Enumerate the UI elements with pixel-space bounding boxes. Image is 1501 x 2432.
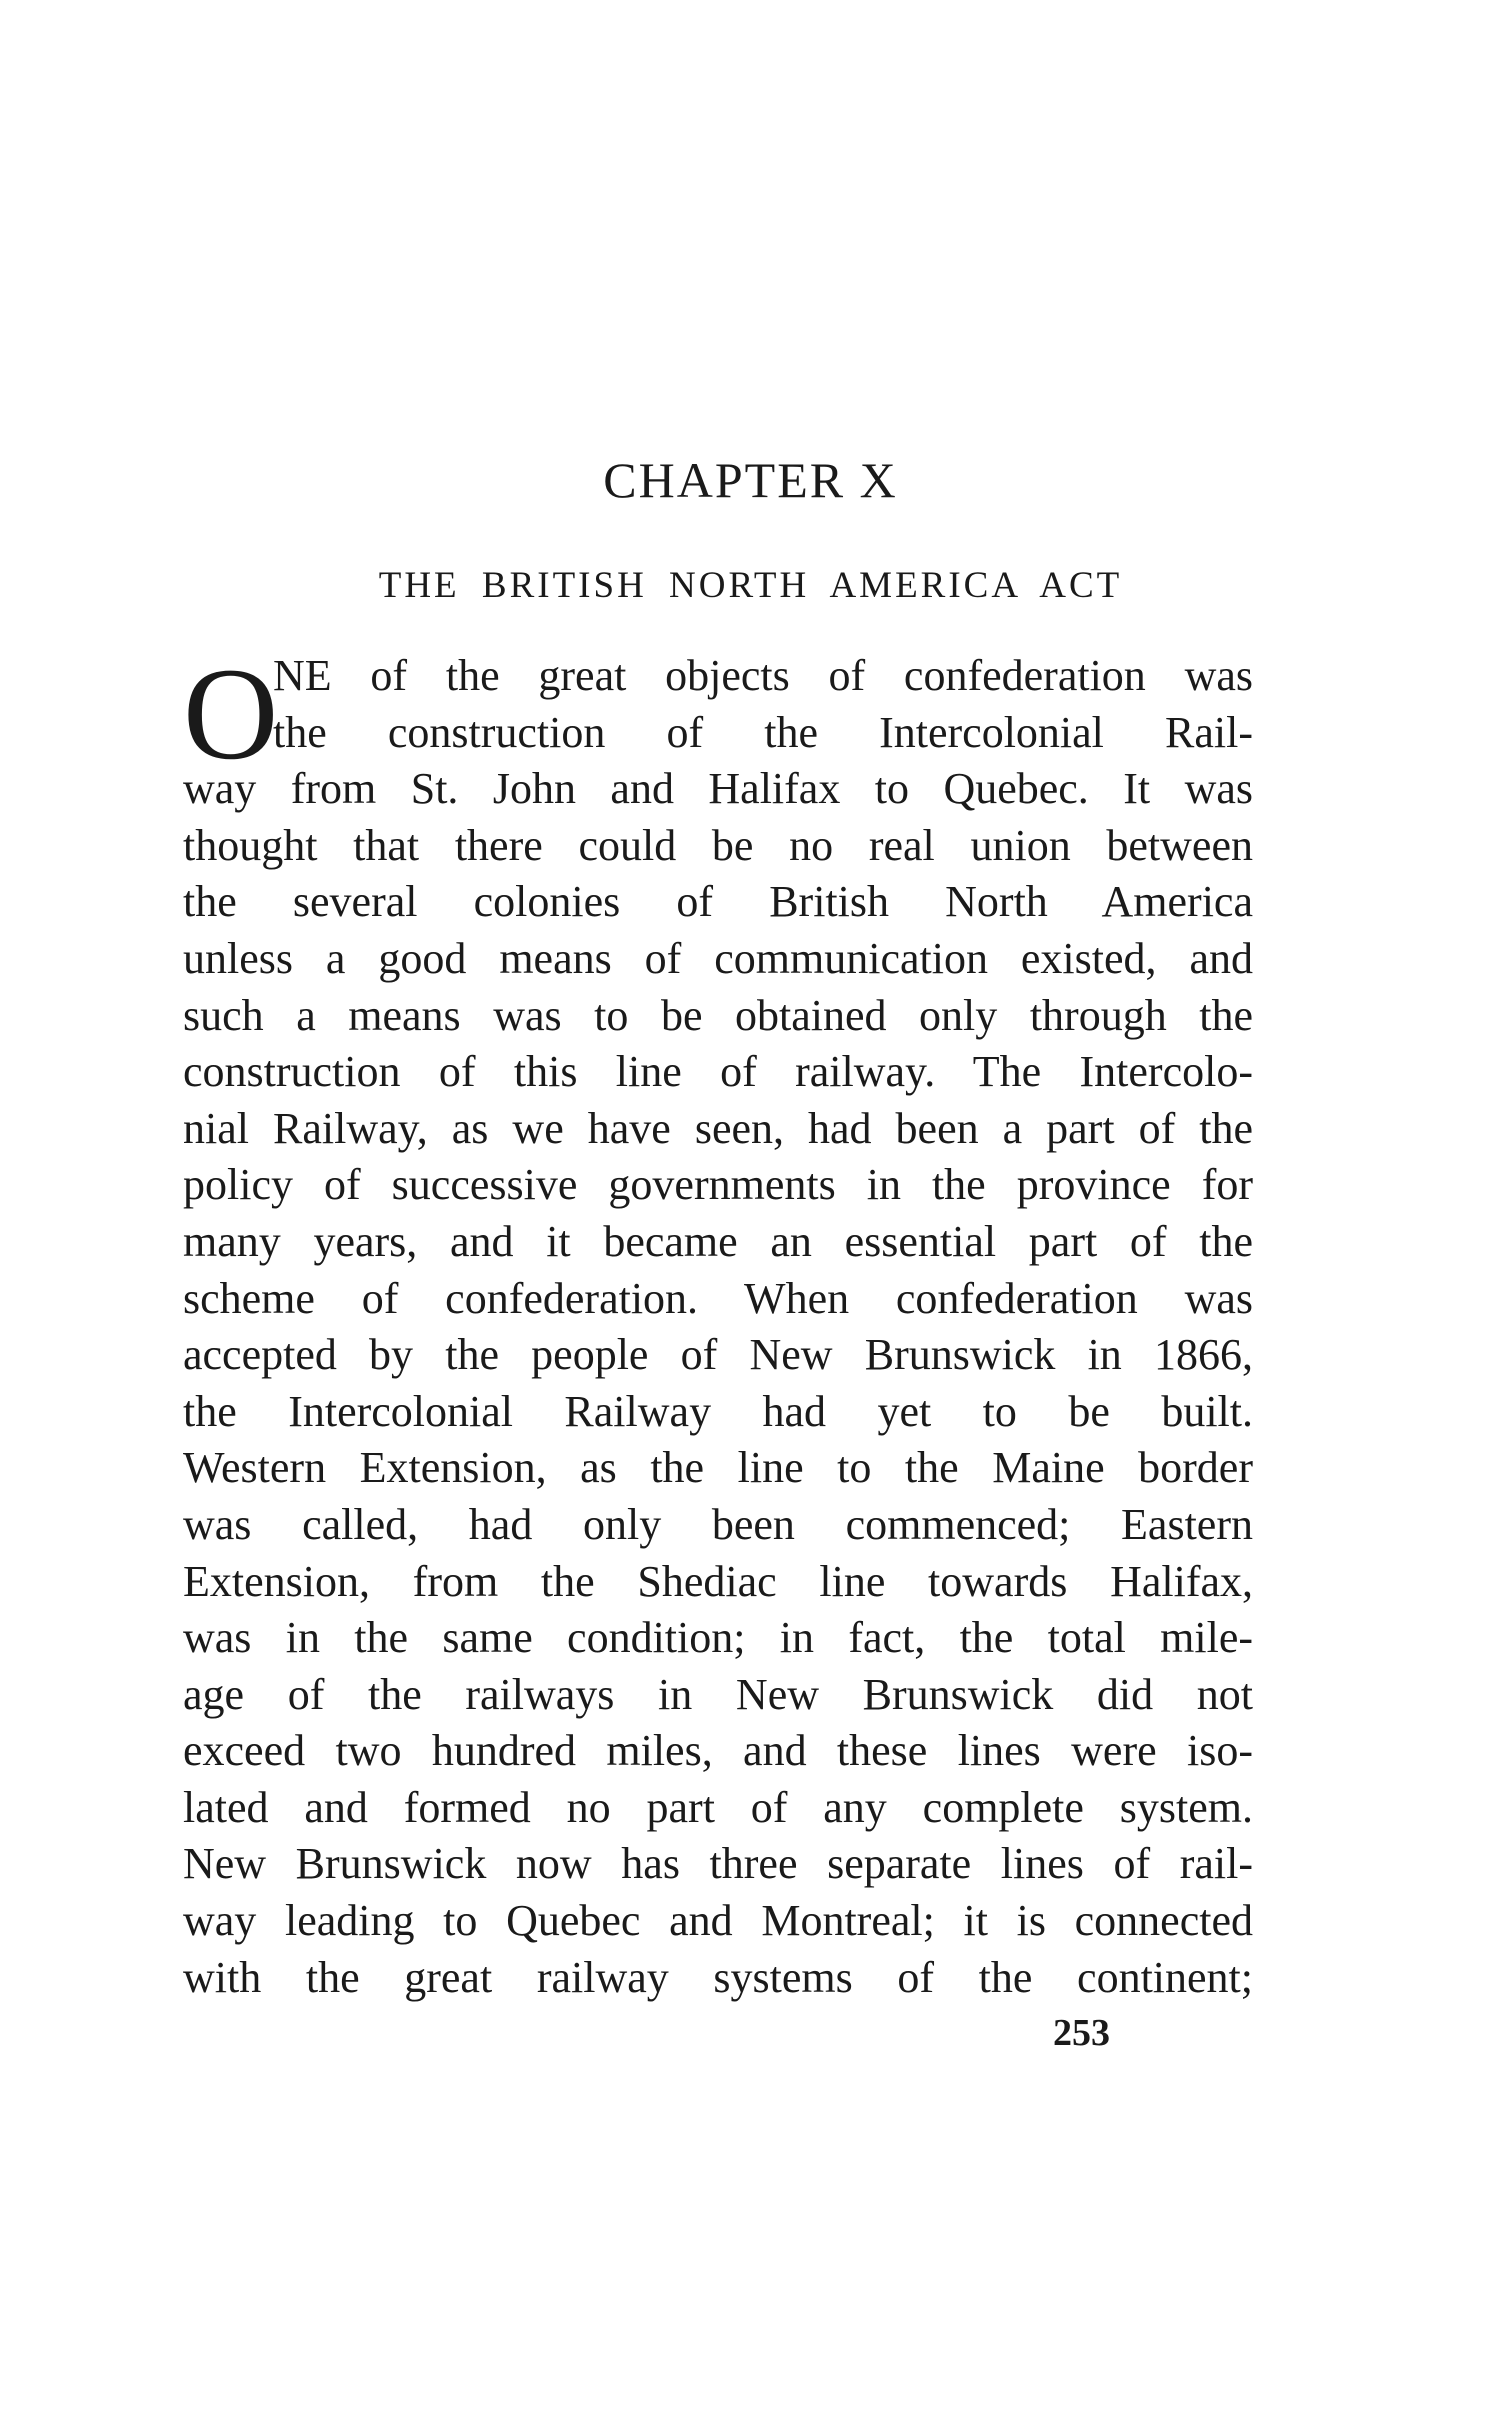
text-line: was called, had only been commenced; Eastern: [183, 1499, 1253, 1549]
drop-cap: O: [183, 640, 279, 787]
text-line: scheme of confederation. When confederation was: [183, 1273, 1253, 1323]
text-line: construction of this line of railway. The Intercolo-: [183, 1047, 1253, 1097]
text-line: policy of successive governments in the province for: [183, 1160, 1253, 1210]
text-line: the several colonies of British North America: [183, 877, 1253, 927]
text-line: accepted by the people of New Brunswick in 1866,: [183, 1330, 1253, 1380]
body-paragraph: [183, 640, 1253, 2006]
chapter-title: THE BRITISH NORTH AMERICA ACT: [378, 565, 1123, 606]
text-line: Extension, from the Shediac line towards Halifax,: [183, 1556, 1253, 1606]
text-line: way from St. John and Halifax to Quebec. It was: [183, 764, 1253, 814]
text-line: age of the railways in New Brunswick did not: [183, 1669, 1253, 1719]
text-line: such a means was to be obtained only through the: [183, 990, 1253, 1040]
text-line: Western Extension, as the line to the Maine border: [183, 1443, 1253, 1493]
chapter-number: CHAPTER X: [603, 452, 898, 508]
text-line: the construction of the Intercolonial Rail-: [273, 707, 1253, 757]
text-line: New Brunswick now has three separate lines of rail-: [183, 1839, 1253, 1889]
text-line: exceed two hundred miles, and these lines were iso-: [183, 1726, 1253, 1776]
text-line: way leading to Quebec and Montreal; it is connected: [183, 1896, 1253, 1946]
text-line: nial Railway, as we have seen, had been a part of the: [183, 1103, 1253, 1153]
text-line: unless a good means of communication existed, and: [183, 933, 1253, 983]
text-line: thought that there could be no real union between: [183, 820, 1253, 870]
text-line: was in the same condition; in fact, the total mile-: [183, 1613, 1253, 1663]
page-number: 253: [1053, 2012, 1110, 2054]
text-line: NE of the great objects of confederation was: [273, 651, 1253, 700]
text-line: lated and formed no part of any complete system.: [183, 1782, 1253, 1832]
text-line: many years, and it became an essential part of the: [183, 1216, 1253, 1266]
text-line: the Intercolonial Railway had yet to be built.: [183, 1386, 1253, 1436]
text-line: with the great railway systems of the continent;: [183, 1952, 1253, 2002]
